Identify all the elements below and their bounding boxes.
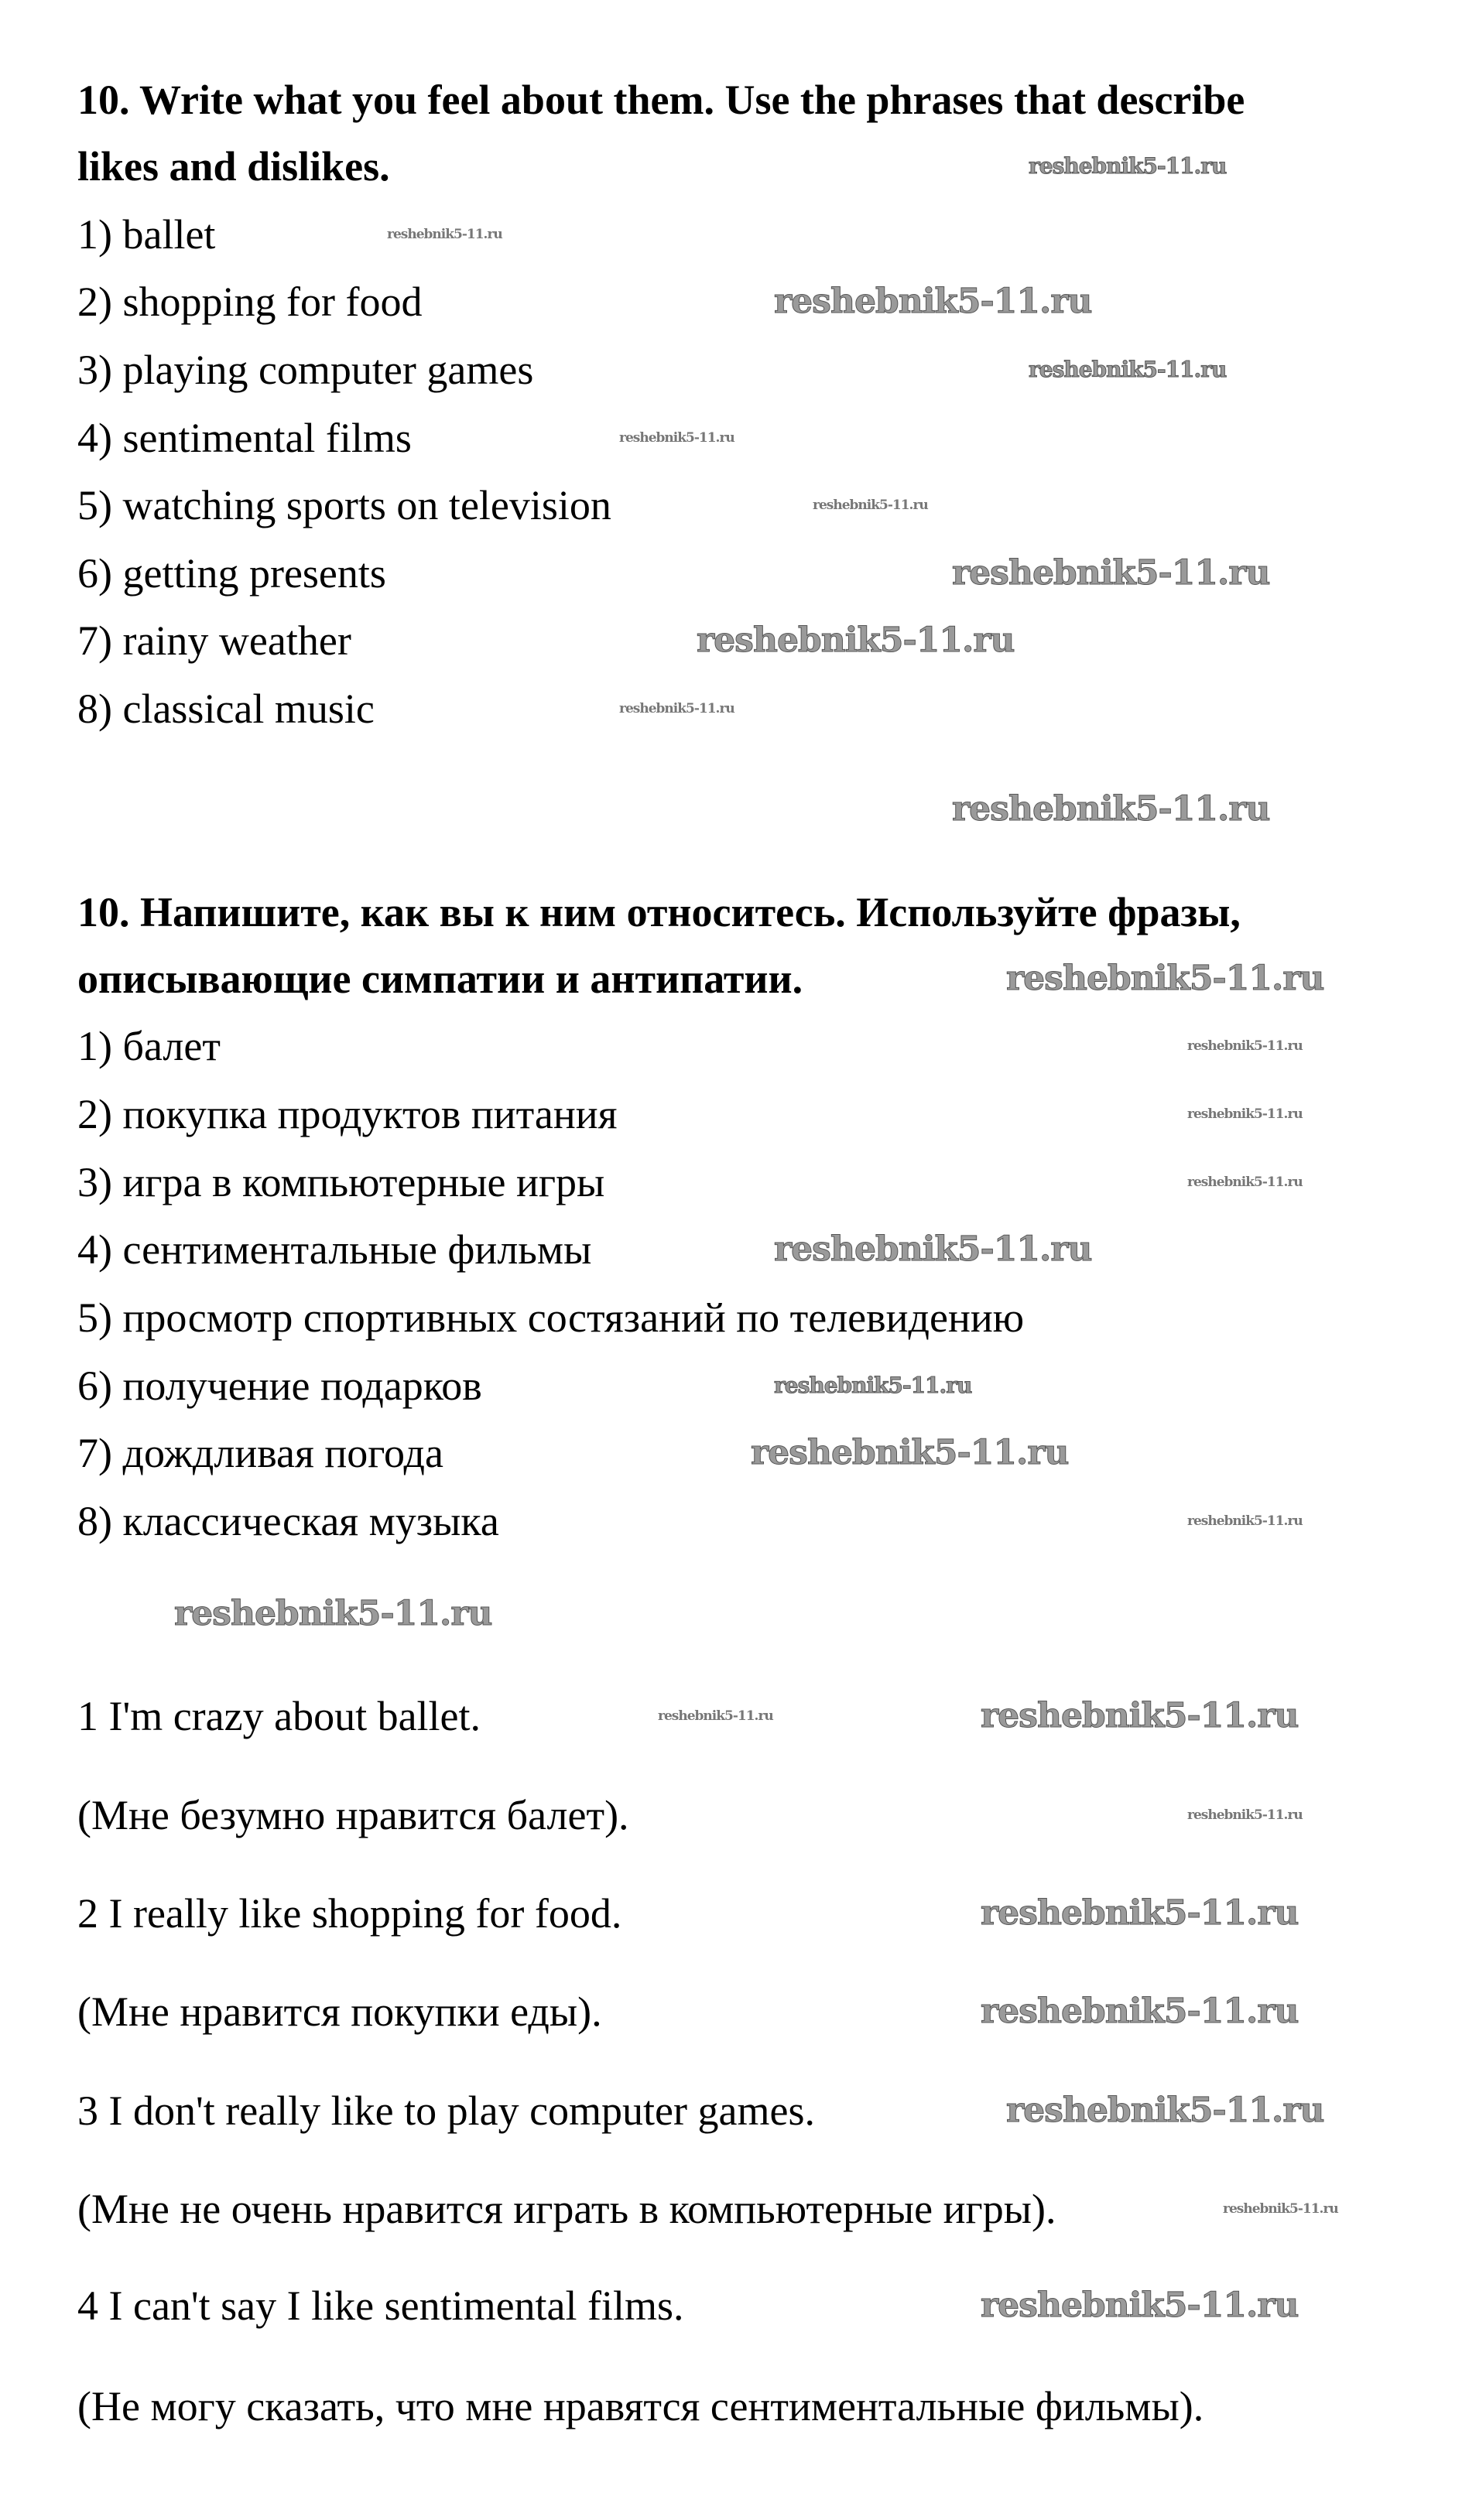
watermark: reshebnik5-11.ru — [174, 1594, 492, 1633]
watermark: reshebnik5-11.ru — [952, 553, 1270, 593]
watermark: reshebnik5-11.ru — [1223, 2201, 1338, 2217]
list-item: 7) rainy weather — [77, 617, 351, 664]
list-item: 8) классическая музыка — [77, 1498, 499, 1544]
watermark: reshebnik5-11.ru — [387, 227, 502, 242]
list-item: 8) classical music — [77, 686, 375, 732]
list-item: 5) просмотр спортивных состязаний по телевидению — [77, 1294, 1025, 1341]
task-heading-ru-cont: описывающие симпатии и антипатии. — [77, 956, 803, 1002]
watermark: reshebnik5-11.ru — [1187, 1038, 1303, 1054]
answer-ru: (Мне нравится покупки еды). — [77, 1988, 602, 2035]
watermark: reshebnik5-11.ru — [1187, 1175, 1303, 1190]
watermark: reshebnik5-11.ru — [952, 789, 1270, 829]
answer-ru: (Не могу сказать, что мне нравятся сентиментальные фильмы). — [77, 2383, 1204, 2429]
watermark: reshebnik5-11.ru — [981, 2286, 1299, 2325]
answer-en: 4 I can't say I like sentimental films. — [77, 2282, 684, 2329]
answer-ru: (Мне не очень нравится играть в компьютерные игры). — [77, 2186, 1056, 2232]
answer-ru: (Мне безумно нравится балет). — [77, 1792, 629, 1838]
watermark: reshebnik5-11.ru — [774, 282, 1092, 321]
watermark: reshebnik5-11.ru — [1006, 959, 1324, 998]
watermark: reshebnik5-11.ru — [1187, 1106, 1303, 1122]
watermark: reshebnik5-11.ru — [1029, 153, 1227, 179]
list-item: 6) getting presents — [77, 550, 386, 597]
task-heading-en: 10. Write what you feel about them. Use the phrases that describe — [77, 77, 1245, 123]
answer-en: 1 I'm crazy about ballet. — [77, 1693, 481, 1739]
watermark: reshebnik5-11.ru — [774, 1229, 1092, 1269]
watermark: reshebnik5-11.ru — [774, 1373, 972, 1398]
watermark: reshebnik5-11.ru — [751, 1433, 1069, 1472]
list-item: 6) получение подарков — [77, 1363, 482, 1409]
list-item: 1) ballet — [77, 211, 216, 258]
task-heading-en-cont: likes and dislikes. — [77, 143, 390, 190]
list-item: 2) shopping for food — [77, 279, 423, 325]
list-item: 3) playing computer games — [77, 347, 534, 393]
task-heading-ru: 10. Напишите, как вы к ним относитесь. Используйте фразы, — [77, 889, 1241, 935]
watermark: reshebnik5-11.ru — [1006, 2091, 1324, 2130]
answer-en: 3 I don't really like to play computer games. — [77, 2087, 815, 2134]
list-item: 5) watching sports on television — [77, 482, 611, 528]
list-item: 4) sentimental films — [77, 415, 412, 461]
watermark: reshebnik5-11.ru — [1029, 357, 1227, 382]
list-item: 4) сентиментальные фильмы — [77, 1226, 592, 1273]
watermark: reshebnik5-11.ru — [981, 1992, 1299, 2031]
answer-en: 2 I really like shopping for food. — [77, 1890, 622, 1937]
watermark: reshebnik5-11.ru — [697, 621, 1015, 660]
watermark: reshebnik5-11.ru — [813, 498, 928, 513]
list-item: 7) дождливая погода — [77, 1430, 443, 1476]
watermark: reshebnik5-11.ru — [1187, 1807, 1303, 1823]
list-item: 1) балет — [77, 1023, 221, 1069]
watermark: reshebnik5-11.ru — [619, 701, 734, 716]
watermark: reshebnik5-11.ru — [981, 1893, 1299, 1933]
watermark: reshebnik5-11.ru — [619, 430, 734, 446]
watermark: reshebnik5-11.ru — [658, 1708, 773, 1724]
watermark: reshebnik5-11.ru — [1187, 1513, 1303, 1529]
list-item: 2) покупка продуктов питания — [77, 1091, 618, 1137]
list-item: 3) игра в компьютерные игры — [77, 1159, 605, 1205]
watermark: reshebnik5-11.ru — [981, 1696, 1299, 1735]
